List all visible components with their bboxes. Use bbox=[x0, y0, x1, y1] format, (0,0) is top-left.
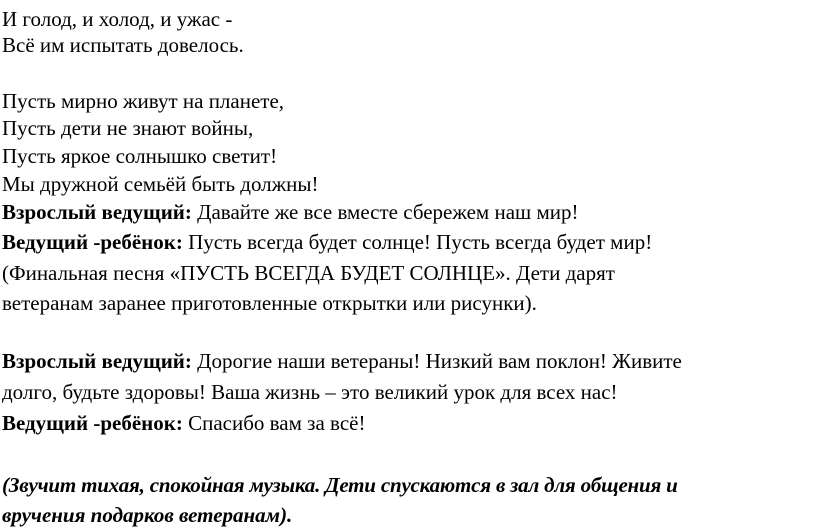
speech-text: Спасибо вам за всё! bbox=[182, 411, 366, 435]
speech-text: Давайте же все вместе сбережем наш мир! bbox=[191, 200, 579, 224]
poem-line-2: Всё им испытать довелось. bbox=[2, 33, 244, 57]
poem-line-4: Пусть дети не знают войны, bbox=[2, 116, 254, 140]
final-note-line-2: вручения подарков ветеранам). bbox=[2, 503, 293, 527]
speaker-label: Ведущий -ребёнок: bbox=[2, 411, 183, 435]
dialogue-line-child-host-2 bbox=[2, 410, 365, 436]
dialogue-line-adult-host-1 bbox=[2, 199, 578, 225]
poem-line-5: Пусть яркое солнышко светит! bbox=[2, 144, 278, 168]
speaker-label: Ведущий -ребёнок: bbox=[2, 230, 183, 254]
speaker-label: Взрослый ведущий: bbox=[2, 349, 192, 373]
speech-text: Дорогие наши ветераны! Низкий вам поклон! Живите bbox=[191, 349, 682, 373]
dialogue-line-child-host-1 bbox=[2, 229, 652, 255]
final-note-line-1: (Звучит тихая, спокойная музыка. Дети спускаются в зал для общения и bbox=[2, 473, 678, 497]
dialogue-line-adult-host-2-cont: долго, будьте здоровы! Ваша жизнь – это великий урок для всех нас! bbox=[2, 380, 618, 404]
stage-note-line-2: ветеранам заранее приготовленные открытки или рисунки). bbox=[2, 291, 537, 315]
poem-line-1: И голод, и холод, и ужас - bbox=[2, 7, 233, 31]
speech-text: Пусть всегда будет солнце! Пусть всегда будет мир! bbox=[182, 230, 653, 254]
poem-line-3: Пусть мирно живут на планете, bbox=[2, 89, 285, 113]
stage-note-line-1: (Финальная песня «ПУСТЬ ВСЕГДА БУДЕТ СОЛНЦЕ». Дети дарят bbox=[2, 261, 615, 285]
dialogue-line-adult-host-2 bbox=[2, 348, 682, 374]
speaker-label: Взрослый ведущий: bbox=[2, 200, 192, 224]
poem-line-6: Мы дружной семьёй быть должны! bbox=[2, 172, 319, 196]
